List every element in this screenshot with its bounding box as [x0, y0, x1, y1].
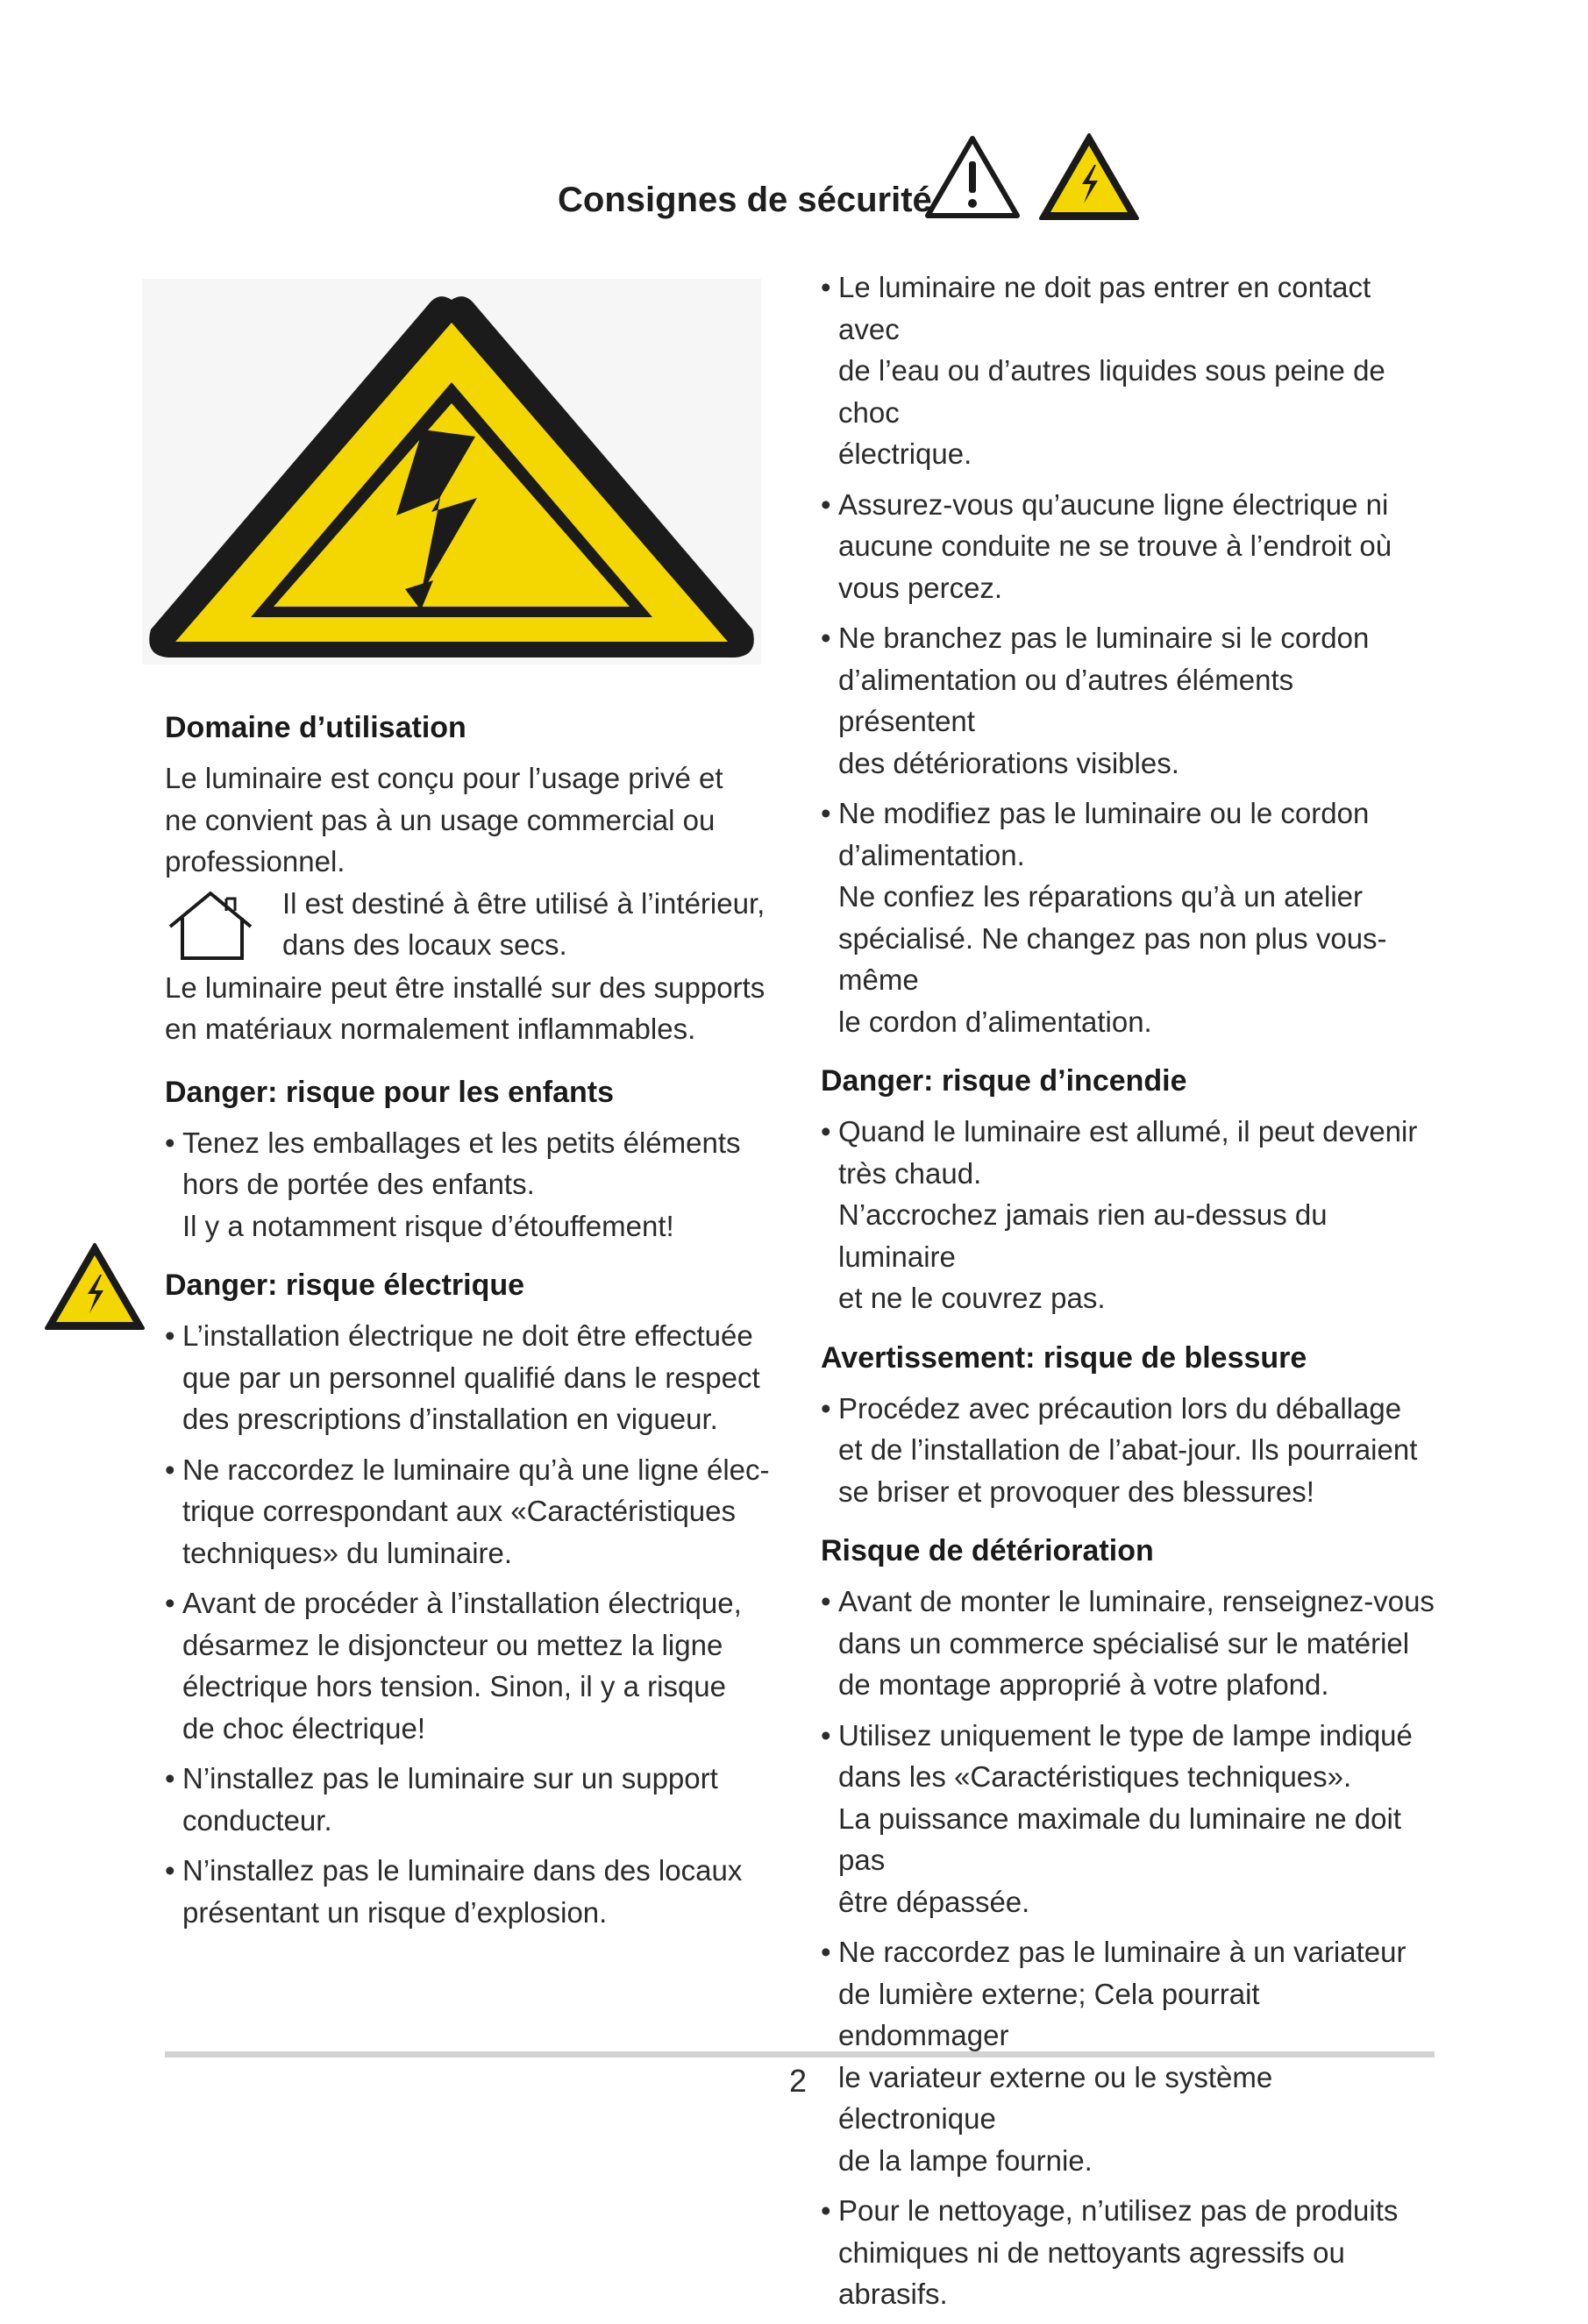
list-item: • Ne branchez pas le luminaire si le cordon d’alimentation ou d’autres éléments présentent des détériorations visibles.	[821, 617, 1435, 784]
list-item: • Ne raccordez pas le luminaire à un variateur de lumière externe; Cela pourrait endommager le variateur externe ou le système électronique de la lampe fournie.	[821, 1931, 1435, 2181]
electric-hazard-sign	[142, 279, 761, 665]
usage-intro: Le luminaire est conçu pour l’usage privé et ne convient pas à un usage commercial ou professionnel.	[165, 762, 723, 878]
damage-heading: Risque de détérioration	[821, 1534, 1154, 1567]
fire-heading: Danger: risque d’incendie	[821, 1064, 1187, 1098]
list-item: • Utilisez uniquement le type de lampe indiqué dans les «Caractéristiques techniques». La puissance maximale du luminaire ne doit pas être dépassée.	[821, 1715, 1435, 1923]
list-item: • N’installez pas le luminaire dans des locaux présentant un risque d’explosion.	[165, 1850, 779, 1933]
children-list	[165, 1122, 779, 1247]
left-column	[165, 707, 779, 1942]
list-item: • Procédez avec précaution lors du déballage et de l’installation de l’abat-jour. Ils pourraient se briser et provoquer des blessures!	[821, 1388, 1435, 1513]
injury-list	[821, 1388, 1435, 1513]
list-item: • N’installez pas le luminaire sur un support conducteur.	[165, 1758, 779, 1841]
children-heading: Danger: risque pour les enfants	[165, 1075, 614, 1109]
list-item: • Quand le luminaire est allumé, il peut devenir très chaud. N’accrochez jamais rien au-dessus du luminaire et ne le couvrez pas.	[821, 1111, 1435, 1319]
title-icons	[922, 131, 1142, 226]
indoor-text: Il est destiné à être utilisé à l’intérieur, dans des locaux secs.	[282, 886, 766, 961]
list-item: • L’installation électrique ne doit être effectuée que par un personnel qualifié dans le respect des prescriptions d’installation en vigueur.	[165, 1315, 779, 1440]
usage-heading: Domaine d’utilisation	[165, 711, 466, 744]
electric-heading: Danger: risque électrique	[165, 1269, 525, 1302]
list-item: • Ne raccordez le luminaire qu’à une ligne élec- trique correspondant aux «Caractéristiques techniques» du luminaire.	[165, 1449, 779, 1574]
side-hazard-sign	[44, 1241, 146, 1337]
electric-hazard-icon	[44, 1241, 146, 1333]
page-title: Consignes de sécurité	[558, 181, 932, 219]
list-item: • Tenez les emballages et les petits éléments hors de portée des enfants. Il y a notamment risque d’étouffement!	[165, 1122, 779, 1247]
lightning-warning-icon	[142, 279, 761, 665]
mounting-text: Le luminaire peut être installé sur des supports en matériaux normalement inflammables.	[165, 970, 766, 1045]
house-icon	[165, 888, 256, 962]
indoor-note	[165, 883, 779, 967]
general-list	[821, 267, 1435, 1042]
electric-list	[165, 1315, 779, 1933]
damage-list	[821, 1581, 1435, 2315]
list-item: • Avant de monter le luminaire, renseignez-vous dans un commerce spécialisé sur le matériel de montage approprié à votre plafond.	[821, 1581, 1435, 1706]
list-item: • Ne modifiez pas le luminaire ou le cordon d’alimentation. Ne confiez les réparations qu’à un atelier spécialisé. Ne changez pas non plus vous-même le cordon d’alimentation.	[821, 792, 1435, 1042]
right-column	[821, 267, 1435, 2324]
list-item: • Assurez-vous qu’aucune ligne électrique ni aucune conduite ne se trouve à l’endroit où vous percez.	[821, 484, 1435, 609]
list-item: • Pour le nettoyage, n’utilisez pas de produits chimiques ni de nettoyants agressifs ou abrasifs.	[821, 2190, 1435, 2315]
list-item: • Avant de procéder à l’installation électrique, désarmez le disjoncteur ou mettez la ligne électrique hors tension. Sinon, il y a risque de choc électrique!	[165, 1582, 779, 1749]
injury-heading: Avertissement: risque de blessure	[821, 1340, 1307, 1375]
warning-triangle-icon	[922, 131, 1022, 223]
fire-list	[821, 1111, 1435, 1319]
page-number: 2	[788, 2063, 808, 2099]
list-item: • Le luminaire ne doit pas entrer en contact avec de l’eau ou d’autres liquides sous peine de choc électrique.	[821, 267, 1435, 475]
electric-hazard-icon	[1038, 131, 1140, 223]
